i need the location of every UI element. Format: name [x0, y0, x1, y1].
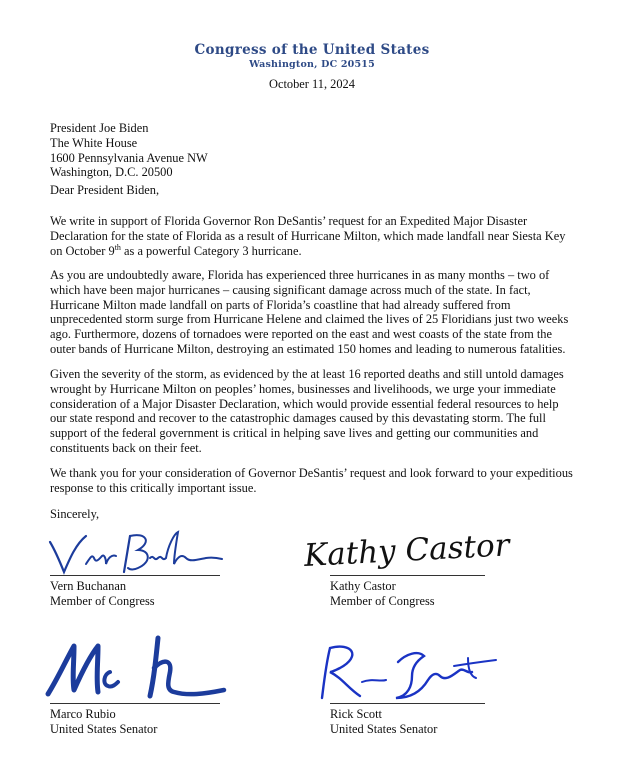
- signature-handwriting: Kathy Castor: [303, 527, 511, 575]
- line-part: on October 9: [50, 243, 115, 258]
- letterhead-title: Congress of the United States: [194, 42, 430, 58]
- signature-rick-scott: [300, 638, 510, 704]
- closing: Sincerely,: [50, 507, 100, 521]
- recipient-line: President Joe Biden: [50, 121, 149, 135]
- signatory-name: Vern Buchanan: [50, 579, 127, 593]
- body-paragraph-4: [50, 466, 580, 496]
- letterhead-address: Washington, DC 20515: [249, 59, 375, 70]
- paragraph-line: We thank you for your consideration of Governor DeSantis’ request and look forward to your expeditious: [50, 466, 573, 480]
- paragraph-line: consideration of a Major Disaster Declaration, which would provide essential federal resources to help: [50, 396, 559, 411]
- body-paragraph-1: [50, 214, 580, 258]
- paragraph-line: We write in support of Florida Governor Ron DeSantis’ request for an Expedited Major Disaster: [50, 214, 528, 228]
- line-part: as a powerful Category 3 hurricane.: [120, 243, 302, 258]
- signatory-title: United States Senator: [50, 722, 158, 736]
- paragraph-line: As you are undoubtedly aware, Florida has experienced three hurricanes in as many months – two of: [50, 268, 550, 282]
- paragraph-line: Given the severity of the storm, as evidenced by the at least 16 reported deaths and still untold damages: [50, 367, 564, 381]
- paragraph-line: response to this critically important issue.: [50, 480, 257, 495]
- paragraph-line: ago. Furthermore, dozens of tornadoes were reported on the east and west coasts of the state from the: [50, 327, 552, 342]
- paragraph-line: constituents back on their feet.: [50, 440, 202, 455]
- paragraph-line: wrought by Hurricane Milton on peoples’ homes, businesses and livelihoods, we urge your immediate: [50, 381, 556, 396]
- signatory-title: Member of Congress: [330, 594, 435, 608]
- paragraph-line: [50, 244, 580, 259]
- recipient-line: 1600 Pennsylvania Avenue NW: [50, 150, 208, 165]
- signatory-title: Member of Congress: [50, 594, 155, 608]
- signature-vern-buchanan: [46, 528, 226, 576]
- signatory-name: Rick Scott: [330, 707, 382, 721]
- paragraph-line: Declaration for the state of Florida as a result of Hurricane Milton, which made landfall near Siesta Key: [50, 228, 566, 243]
- paragraph-line: our state respond and recover to the catastrophic damages caused by this devastating storm. The full: [50, 411, 546, 426]
- recipient-line: The White House: [50, 135, 138, 150]
- signature-line: [330, 703, 485, 704]
- paragraph-line: unprecedented storm surge from Hurricane Helene and claimed the lives of 25 Floridians just two weeks: [50, 312, 569, 327]
- letter-date: October 11, 2024: [269, 77, 355, 91]
- signature-line: [50, 703, 220, 704]
- signatory-title: United States Senator: [330, 722, 438, 736]
- signature-line: [330, 575, 485, 576]
- signatory-name: Marco Rubio: [50, 707, 116, 721]
- paragraph-line: support of the federal government is critical in helping save lives and getting our communities and: [50, 426, 539, 441]
- paragraph-line: Hurricane Milton made landfall on parts of Florida’s coastline that had already suffered from: [50, 297, 511, 312]
- recipient-line: Washington, D.C. 20500: [50, 165, 173, 180]
- signature-marco-rubio: [44, 628, 234, 708]
- salutation: Dear President Biden,: [50, 183, 160, 197]
- signatory-name: Kathy Castor: [330, 579, 396, 593]
- ordinal-suffix: th: [114, 242, 121, 252]
- paragraph-line: outer bands of Hurricane Milton, destroying an estimated 150 homes and leading to numerous fatalities.: [50, 341, 566, 356]
- body-paragraph-2: [50, 268, 580, 357]
- signature-line: [50, 575, 220, 576]
- recipient-address: [50, 121, 370, 180]
- signature-kathy-castor: [300, 520, 540, 576]
- paragraph-line: which have been major hurricanes – causing significant damage across much of the state. In fact,: [50, 282, 531, 297]
- body-paragraph-3: [50, 367, 580, 456]
